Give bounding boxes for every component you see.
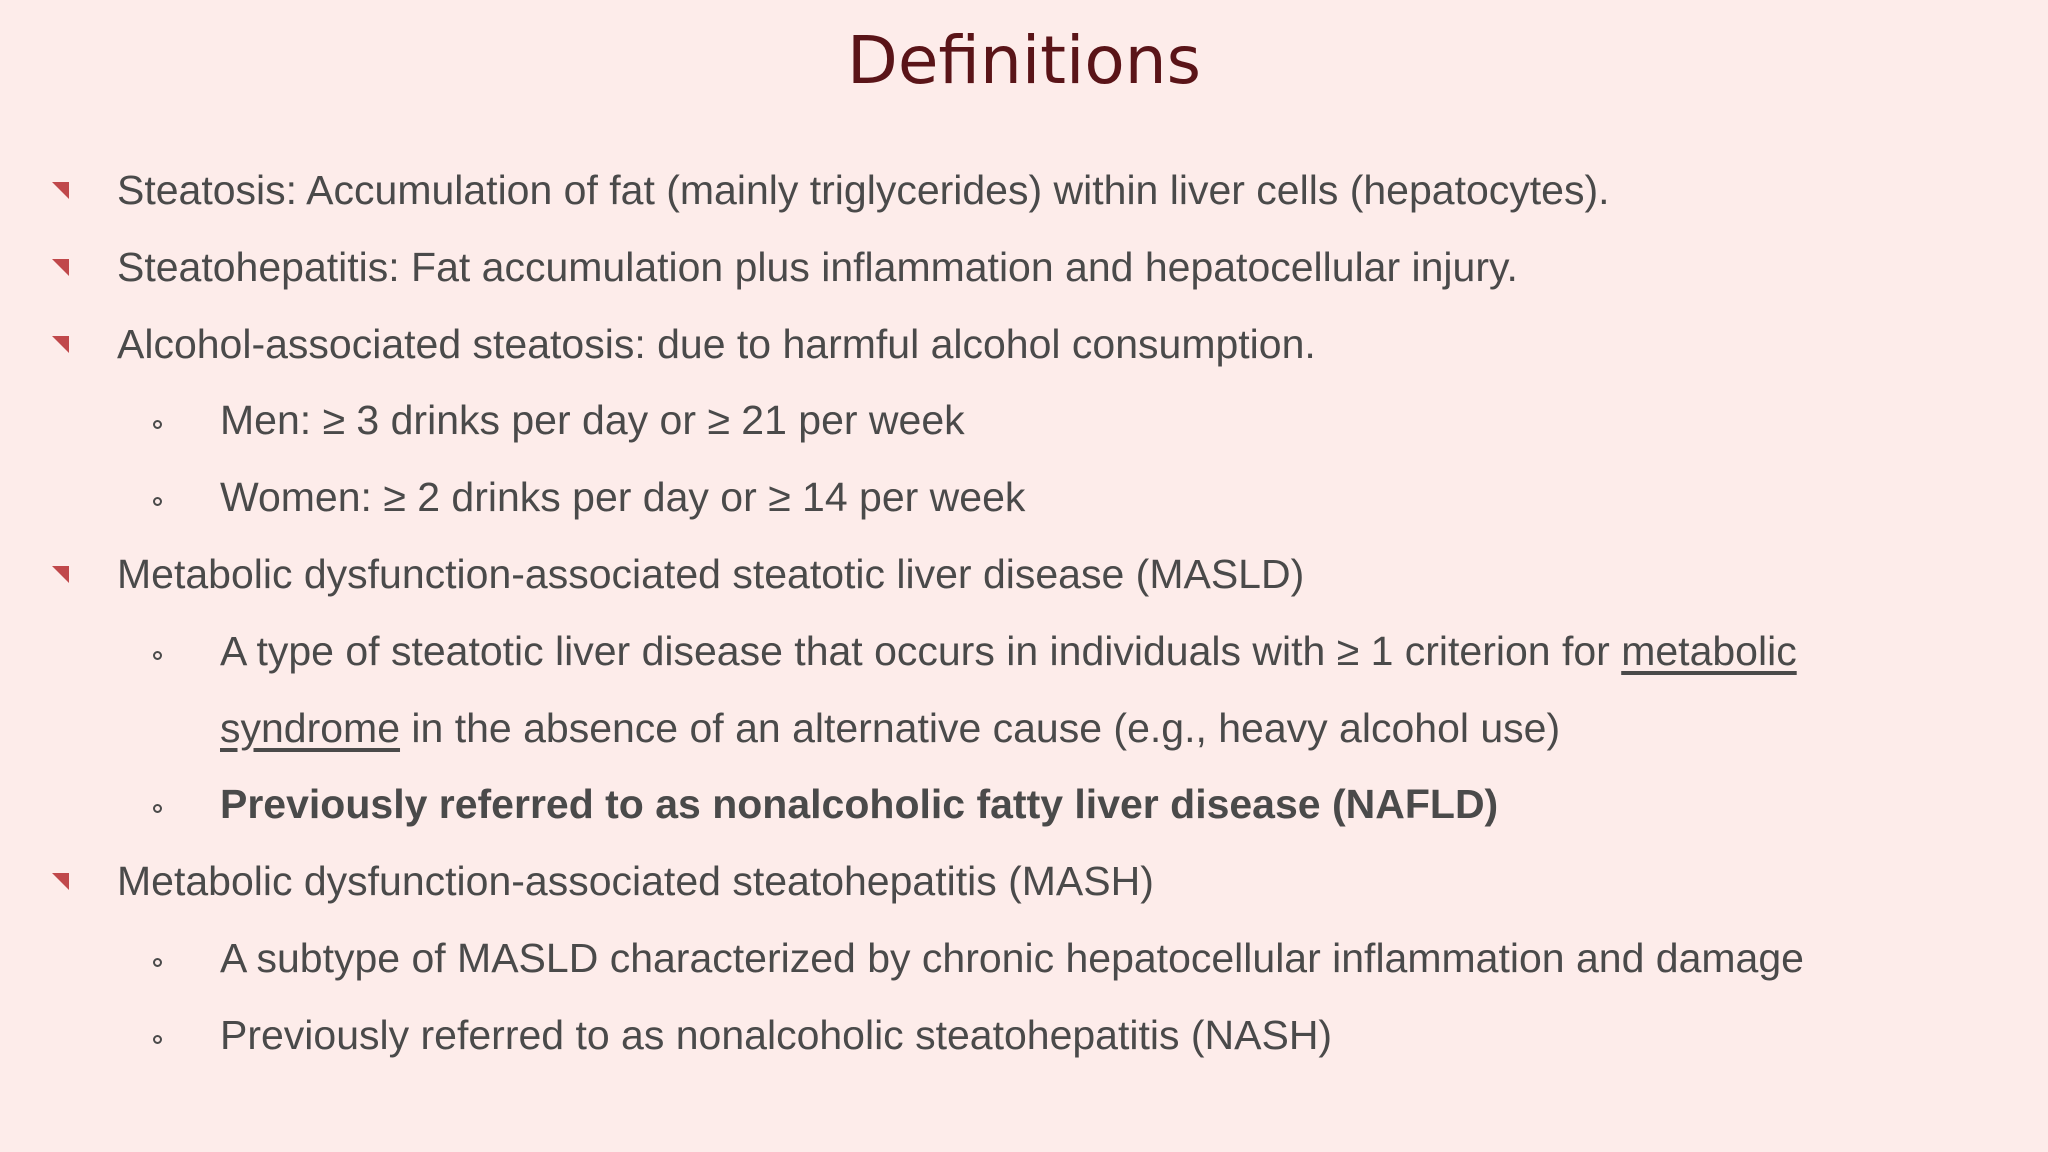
subbullet-text: Men: ≥ 3 drinks per day or ≥ 21 per week bbox=[220, 397, 965, 444]
bullet-text: Steatosis: Accumulation of fat (mainly triglycerides) within liver cells (hepatocytes). bbox=[117, 167, 1610, 213]
triangle-bullet-icon bbox=[52, 182, 69, 199]
subbullet-text: A subtype of MASLD characterized by chronic hepatocellular inflammation and damage bbox=[220, 934, 1804, 981]
circle-bullet-icon bbox=[153, 804, 162, 813]
triangle-bullet-icon bbox=[52, 336, 69, 353]
subbullet-text: Previously referred to as nonalcoholic steatohepatitis (NASH) bbox=[220, 1011, 1333, 1058]
bullet-masld bbox=[0, 536, 2048, 613]
metabolic-syndrome-link[interactable]: syndrome bbox=[220, 704, 401, 751]
circle-bullet-icon bbox=[153, 958, 162, 967]
bullet-text: Metabolic dysfunction-associated steatotic liver disease (MASLD) bbox=[117, 550, 1305, 597]
bullet-text: Steatohepatitis: Fat accumulation plus inflammation and hepatocellular injury. bbox=[117, 243, 1518, 290]
subbullet-nash bbox=[0, 997, 2048, 1074]
triangle-bullet-icon bbox=[52, 873, 69, 890]
subbullet-text bbox=[220, 690, 1560, 767]
bullet-mash bbox=[0, 843, 2048, 920]
subbullet-men bbox=[0, 382, 2048, 459]
bullet-text: Metabolic dysfunction-associated steatohepatitis (MASH) bbox=[117, 858, 1154, 905]
bullet-alcohol-steatosis bbox=[0, 306, 2048, 383]
subbullet-masld-definition bbox=[0, 613, 2048, 690]
bullet-steatosis bbox=[0, 152, 2048, 229]
triangle-bullet-icon bbox=[52, 566, 69, 583]
subbullet-mash-definition bbox=[0, 920, 2048, 997]
bullet-list bbox=[0, 152, 2048, 1074]
subbullet-women bbox=[0, 459, 2048, 536]
bullet-steatohepatitis bbox=[0, 229, 2048, 306]
circle-bullet-icon bbox=[153, 497, 162, 506]
subbullet-nafld bbox=[0, 766, 2048, 843]
subbullet-text-part: in the absence of an alternative cause (e.g., heavy alcohol use) bbox=[400, 704, 1561, 751]
circle-bullet-icon bbox=[153, 420, 162, 429]
subbullet-text-part: A type of steatotic liver disease that occurs in individuals with ≥ 1 criterion for bbox=[220, 627, 1622, 674]
bullet-text: Alcohol-associated steatosis: due to harmful alcohol consumption. bbox=[117, 320, 1316, 367]
subbullet-masld-definition-continued bbox=[0, 690, 2048, 767]
circle-bullet-icon bbox=[153, 651, 162, 660]
slide-title: Definitions bbox=[847, 22, 1201, 99]
subbullet-text-bold: Previously referred to as nonalcoholic fatty liver disease (NAFLD) bbox=[220, 781, 1499, 828]
subbullet-text: Women: ≥ 2 drinks per day or ≥ 14 per week bbox=[220, 474, 1026, 521]
subbullet-text bbox=[220, 613, 1797, 690]
triangle-bullet-icon bbox=[52, 259, 69, 276]
circle-bullet-icon bbox=[153, 1035, 162, 1044]
metabolic-syndrome-link[interactable]: metabolic bbox=[1621, 627, 1797, 674]
